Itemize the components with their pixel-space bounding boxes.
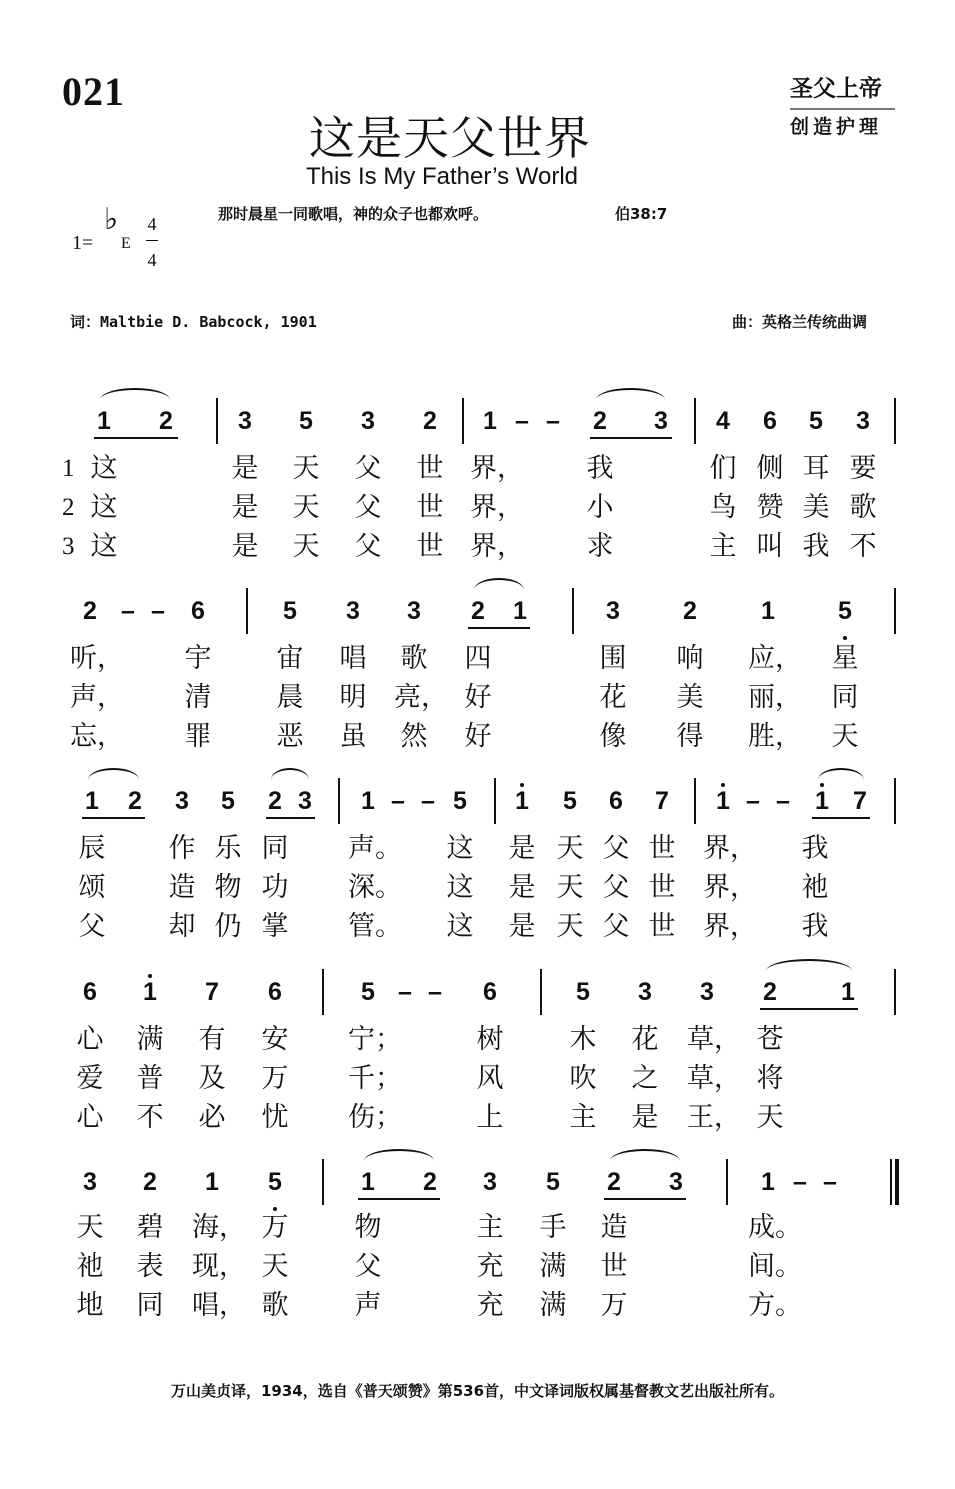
flat-sign-icon: ♭ <box>104 202 119 237</box>
key-note: E <box>121 235 131 252</box>
lyric-syllable: 然 <box>400 721 428 752</box>
lyric-syllable: 及 <box>198 1063 226 1094</box>
eighth-note-underline <box>82 817 145 819</box>
barline <box>894 778 896 824</box>
lyric-syllable: 这 <box>446 872 474 903</box>
jianpu-note: – <box>398 978 412 1006</box>
lyric-syllable: 宇 <box>184 643 212 674</box>
lyric-syllable: 充 <box>476 1290 504 1321</box>
lyric-syllable: 万 <box>261 1212 289 1243</box>
lyric-syllable: 辰 <box>78 833 106 864</box>
slur-mark <box>88 768 139 792</box>
lyric-syllable: 世 <box>416 453 444 484</box>
jianpu-note: 5 <box>299 407 313 435</box>
hymn-number: 021 <box>62 69 125 114</box>
lyric-syllable: 世 <box>648 911 676 942</box>
jianpu-note: 5 <box>809 407 823 435</box>
lyric-syllable: 手 <box>539 1212 567 1243</box>
lyric-syllable: 声 <box>354 1290 382 1321</box>
lyric-syllable: 世 <box>416 492 444 523</box>
lyric-syllable: 界， <box>703 833 757 864</box>
lyric-syllable: 花 <box>631 1024 659 1055</box>
lyric-syllable: 应， <box>748 643 802 674</box>
lyric-syllable: 亮， <box>394 682 448 713</box>
lyric-syllable: 这 <box>90 492 118 523</box>
lyric-syllable: 天 <box>556 911 584 942</box>
lyric-syllable: 吹 <box>569 1063 597 1094</box>
lyric-syllable: 好 <box>464 721 492 752</box>
jianpu-note: 1 <box>205 1168 219 1196</box>
jianpu-note: 1 <box>361 1168 375 1196</box>
lyric-syllable: 却 <box>168 911 196 942</box>
jianpu-note: 5 <box>283 597 297 625</box>
title-english: This Is My Father’s World <box>305 163 579 190</box>
jianpu-note: 3 <box>483 1168 497 1196</box>
lyric-syllable: 响 <box>676 643 704 674</box>
lyric-syllable: 世 <box>648 833 676 864</box>
lyric-syllable: 是 <box>508 911 536 942</box>
lyric-syllable: 千； <box>348 1063 402 1094</box>
jianpu-note: 7 <box>655 787 669 815</box>
slur-mark <box>596 388 665 412</box>
lyric-syllable: 忧 <box>261 1102 289 1133</box>
jianpu-note: 3 <box>654 407 668 435</box>
high-octave-dot <box>721 783 725 787</box>
lyric-syllable: 声。 <box>348 833 402 864</box>
jianpu-note: – <box>746 787 760 815</box>
lyric-syllable: 清 <box>184 682 212 713</box>
lyric-syllable: 满 <box>136 1024 164 1055</box>
lyric-syllable: 草， <box>687 1063 741 1094</box>
high-octave-dot <box>148 974 152 978</box>
jianpu-note: 5 <box>576 978 590 1006</box>
jianpu-note: 1 <box>513 597 527 625</box>
jianpu-note: 3 <box>606 597 620 625</box>
barline <box>894 588 896 634</box>
jianpu-note: 2 <box>763 978 777 1006</box>
lyric-syllable: 树 <box>476 1024 504 1055</box>
key-prefix: 1= <box>72 232 94 254</box>
jianpu-note: 2 <box>423 407 437 435</box>
lyric-syllable: 晨 <box>276 682 304 713</box>
lyric-syllable: 胜， <box>748 721 802 752</box>
jianpu-note: 2 <box>593 407 607 435</box>
barline <box>338 778 340 824</box>
slur-mark <box>474 578 524 602</box>
slur-mark <box>818 768 864 792</box>
jianpu-note: 7 <box>205 978 219 1006</box>
lyric-syllable: 方。 <box>748 1290 802 1321</box>
slur-mark <box>364 1149 434 1173</box>
lyric-syllable: 是 <box>231 492 259 523</box>
jianpu-note: 3 <box>238 407 252 435</box>
category-label: 圣父上帝 <box>790 70 895 110</box>
lyric-syllable: 唱， <box>192 1290 246 1321</box>
barline <box>322 1159 324 1205</box>
high-octave-dot <box>520 783 524 787</box>
lyric-syllable: 求 <box>586 531 614 562</box>
eighth-note-underline <box>590 437 672 439</box>
lyric-syllable: 侧 <box>756 453 784 484</box>
jianpu-note: 5 <box>453 787 467 815</box>
barline <box>726 1159 728 1205</box>
lyric-syllable: 天 <box>76 1212 104 1243</box>
lyric-syllable: 界， <box>470 453 524 484</box>
lyric-syllable: 祂 <box>76 1251 104 1282</box>
lyric-syllable: 不 <box>849 531 877 562</box>
jianpu-note: 3 <box>346 597 360 625</box>
eighth-note-underline <box>760 1008 858 1010</box>
jianpu-note: 1 <box>515 787 529 815</box>
lyric-syllable: 我 <box>802 531 830 562</box>
jianpu-note: – <box>428 978 442 1006</box>
jianpu-note: – <box>391 787 405 815</box>
jianpu-note: 2 <box>159 407 173 435</box>
lyric-syllable: 美 <box>802 492 830 523</box>
jianpu-note: 6 <box>268 978 282 1006</box>
lyric-syllable: 是 <box>231 453 259 484</box>
lyric-syllable: 歌 <box>261 1290 289 1321</box>
lyric-syllable: 成。 <box>748 1212 802 1243</box>
lyric-syllable: 得 <box>676 721 704 752</box>
lyric-syllable: 父 <box>354 492 382 523</box>
lyric-syllable: 万 <box>600 1290 628 1321</box>
barline <box>494 778 496 824</box>
time-signature-top: 4 <box>147 214 157 234</box>
jianpu-note: 6 <box>83 978 97 1006</box>
lyric-syllable: 父 <box>602 911 630 942</box>
barline <box>322 969 324 1015</box>
jianpu-note: 6 <box>191 597 205 625</box>
lyric-syllable: 好 <box>464 682 492 713</box>
lyric-syllable: 不 <box>136 1102 164 1133</box>
lyric-syllable: 父 <box>602 872 630 903</box>
jianpu-note: 3 <box>407 597 421 625</box>
jianpu-note: 1 <box>761 1168 775 1196</box>
jianpu-note: – <box>121 597 135 625</box>
jianpu-note: 2 <box>128 787 142 815</box>
lyric-syllable: 忘， <box>70 721 124 752</box>
lyric-syllable: 天 <box>756 1102 784 1133</box>
verse-number: 3 <box>62 533 75 560</box>
jianpu-note: 3 <box>669 1168 683 1196</box>
jianpu-note: 7 <box>853 787 867 815</box>
lyric-syllable: 这 <box>90 453 118 484</box>
lyric-syllable: 我 <box>801 911 829 942</box>
lyric-syllable: 歌 <box>849 492 877 523</box>
lyric-syllable: 管。 <box>348 911 402 942</box>
lyric-syllable: 万 <box>261 1063 289 1094</box>
low-octave-dot <box>843 636 847 640</box>
jianpu-note: 5 <box>563 787 577 815</box>
lyric-syllable: 父 <box>602 833 630 864</box>
slur-mark <box>610 1149 680 1173</box>
lyric-syllable: 祂 <box>801 872 829 903</box>
final-barline-thin <box>890 1159 892 1205</box>
lyric-syllable: 界， <box>703 872 757 903</box>
lyric-syllable: 碧 <box>136 1212 164 1243</box>
lyric-syllable: 是 <box>231 531 259 562</box>
lyric-syllable: 鸟 <box>709 492 737 523</box>
lyric-syllable: 美 <box>676 682 704 713</box>
jianpu-note: 5 <box>361 978 375 1006</box>
lyric-syllable: 深。 <box>348 872 402 903</box>
lyric-syllable: 歌 <box>400 643 428 674</box>
lyric-syllable: 心 <box>76 1102 104 1133</box>
jianpu-note: – <box>151 597 165 625</box>
lyric-syllable: 海， <box>192 1212 246 1243</box>
lyric-syllable: 王， <box>687 1102 741 1133</box>
lyric-syllable: 宙 <box>276 643 304 674</box>
lyric-syllable: 乐 <box>214 833 242 864</box>
jianpu-note: 1 <box>97 407 111 435</box>
lyric-syllable: 小 <box>586 492 614 523</box>
lyric-syllable: 这 <box>446 833 474 864</box>
lyric-syllable: 木 <box>569 1024 597 1055</box>
jianpu-note: 1 <box>361 787 375 815</box>
jianpu-note: 5 <box>546 1168 560 1196</box>
jianpu-note: 3 <box>700 978 714 1006</box>
jianpu-note: 3 <box>175 787 189 815</box>
lyric-syllable: 这 <box>90 531 118 562</box>
verse-number: 2 <box>62 494 75 521</box>
barline <box>572 588 574 634</box>
jianpu-note: 2 <box>268 787 282 815</box>
barline <box>694 398 696 444</box>
jianpu-note: 3 <box>298 787 312 815</box>
jianpu-note: 1 <box>716 787 730 815</box>
lyric-syllable: 界， <box>470 531 524 562</box>
lyric-syllable: 造 <box>168 872 196 903</box>
jianpu-note: 6 <box>763 407 777 435</box>
lyric-syllable: 同 <box>831 682 859 713</box>
lyric-syllable: 听， <box>70 643 124 674</box>
lyric-syllable: 同 <box>261 833 289 864</box>
lyric-syllable: 世 <box>416 531 444 562</box>
lyric-syllable: 父 <box>78 911 106 942</box>
jianpu-note: 1 <box>143 978 157 1006</box>
lyric-syllable: 天 <box>261 1251 289 1282</box>
final-barline-thick <box>895 1159 899 1205</box>
jianpu-note: – <box>421 787 435 815</box>
jianpu-note: – <box>776 787 790 815</box>
slur-mark <box>766 959 852 983</box>
lyric-syllable: 天 <box>292 453 320 484</box>
lyric-syllable: 心 <box>76 1024 104 1055</box>
scripture-verse: 那时晨星一同歌唱，神的众子也都欢呼。 <box>218 205 489 223</box>
lyric-syllable: 明 <box>339 682 367 713</box>
barline <box>694 778 696 824</box>
lyric-syllable: 现， <box>192 1251 246 1282</box>
lyric-syllable: 草， <box>687 1024 741 1055</box>
lyric-syllable: 造 <box>600 1212 628 1243</box>
high-octave-dot <box>820 783 824 787</box>
lyric-syllable: 是 <box>508 872 536 903</box>
subcategory-label: 创造护理 <box>790 116 883 138</box>
jianpu-note: 1 <box>841 978 855 1006</box>
lyric-syllable: 主 <box>476 1212 504 1243</box>
eighth-note-underline <box>358 1198 440 1200</box>
lyric-syllable: 掌 <box>261 911 289 942</box>
lyric-syllable: 父 <box>354 1251 382 1282</box>
lyric-syllable: 苍 <box>756 1024 784 1055</box>
lyric-syllable: 作 <box>168 833 196 864</box>
lyric-syllable: 这 <box>446 911 474 942</box>
jianpu-note: 3 <box>856 407 870 435</box>
eighth-note-underline <box>94 437 178 439</box>
lyric-syllable: 爱 <box>76 1063 104 1094</box>
lyricist-credit: 词：Maltbie D. Babcock, 1901 <box>70 313 317 331</box>
barline <box>894 969 896 1015</box>
lyric-syllable: 赞 <box>756 492 784 523</box>
jianpu-note: 2 <box>143 1168 157 1196</box>
barline <box>216 398 218 444</box>
lyric-syllable: 丽， <box>748 682 802 713</box>
jianpu-note: 1 <box>761 597 775 625</box>
lyric-syllable: 叫 <box>756 531 784 562</box>
lyric-syllable: 世 <box>648 872 676 903</box>
lyric-syllable: 地 <box>76 1290 104 1321</box>
jianpu-note: 3 <box>361 407 375 435</box>
lyric-syllable: 满 <box>539 1290 567 1321</box>
jianpu-note: – <box>515 407 529 435</box>
lyric-syllable: 上 <box>476 1102 504 1133</box>
lyric-syllable: 父 <box>354 453 382 484</box>
jianpu-note: 4 <box>716 407 730 435</box>
time-signature-divider <box>146 240 158 241</box>
lyric-syllable: 功 <box>261 872 289 903</box>
jianpu-note: – <box>793 1168 807 1196</box>
lyric-syllable: 主 <box>569 1102 597 1133</box>
jianpu-note: 3 <box>83 1168 97 1196</box>
lyric-syllable: 像 <box>599 721 627 752</box>
lyric-syllable: 宁； <box>348 1024 402 1055</box>
lyric-syllable: 是 <box>631 1102 659 1133</box>
jianpu-note: – <box>546 407 560 435</box>
lyric-syllable: 风 <box>476 1063 504 1094</box>
barline <box>462 398 464 444</box>
barline <box>894 398 896 444</box>
jianpu-note: 2 <box>83 597 97 625</box>
jianpu-note: 6 <box>483 978 497 1006</box>
lyric-syllable: 罪 <box>184 721 212 752</box>
jianpu-note: 5 <box>838 597 852 625</box>
lyric-syllable: 是 <box>508 833 536 864</box>
barline <box>540 969 542 1015</box>
lyric-syllable: 天 <box>831 721 859 752</box>
eighth-note-underline <box>604 1198 686 1200</box>
lyric-syllable: 界， <box>703 911 757 942</box>
lyric-syllable: 满 <box>539 1251 567 1282</box>
lyric-syllable: 世 <box>600 1251 628 1282</box>
barline <box>246 588 248 634</box>
jianpu-note: 5 <box>268 1168 282 1196</box>
jianpu-note: 1 <box>85 787 99 815</box>
lyric-syllable: 物 <box>354 1212 382 1243</box>
time-signature-bottom: 4 <box>147 250 157 270</box>
lyric-syllable: 声， <box>70 682 124 713</box>
lyric-syllable: 之 <box>631 1063 659 1094</box>
jianpu-note: – <box>823 1168 837 1196</box>
lyric-syllable: 表 <box>136 1251 164 1282</box>
slur-mark <box>100 388 170 412</box>
lyric-syllable: 天 <box>292 492 320 523</box>
lyric-syllable: 间。 <box>748 1251 802 1282</box>
jianpu-note: 2 <box>471 597 485 625</box>
lyric-syllable: 们 <box>709 453 737 484</box>
lyric-syllable: 我 <box>586 453 614 484</box>
jianpu-note: 6 <box>609 787 623 815</box>
lyric-syllable: 星 <box>831 643 859 674</box>
jianpu-note: 2 <box>683 597 697 625</box>
lyric-syllable: 界， <box>470 492 524 523</box>
lyric-syllable: 仍 <box>214 911 242 942</box>
lyric-syllable: 天 <box>556 833 584 864</box>
scripture-reference: 伯38:7 <box>615 205 668 223</box>
lyric-syllable: 充 <box>476 1251 504 1282</box>
lyric-syllable: 将 <box>756 1063 784 1094</box>
lyric-syllable: 伤； <box>348 1102 402 1133</box>
lyric-syllable: 有 <box>198 1024 226 1055</box>
lyric-syllable: 花 <box>599 682 627 713</box>
lyric-syllable: 物 <box>214 872 242 903</box>
verse-number: 1 <box>62 455 75 482</box>
jianpu-note: 2 <box>607 1168 621 1196</box>
lyric-syllable: 主 <box>709 531 737 562</box>
copyright-footer: 万山美贞译，1934，选自《普天颂赞》第536首，中文译词版权属基督教文艺出版社所有。 <box>170 1382 785 1400</box>
lyric-syllable: 同 <box>136 1290 164 1321</box>
lyric-syllable: 父 <box>354 531 382 562</box>
jianpu-note: 1 <box>815 787 829 815</box>
jianpu-note: 3 <box>638 978 652 1006</box>
jianpu-note: 1 <box>483 407 497 435</box>
lyric-syllable: 我 <box>801 833 829 864</box>
lyric-syllable: 必 <box>198 1102 226 1133</box>
lyric-syllable: 颂 <box>78 872 106 903</box>
lyric-syllable: 安 <box>261 1024 289 1055</box>
eighth-note-underline <box>468 627 530 629</box>
lyric-syllable: 四 <box>464 643 492 674</box>
lyric-syllable: 围 <box>599 643 627 674</box>
jianpu-note: 2 <box>423 1168 437 1196</box>
slur-mark <box>271 768 309 792</box>
eighth-note-underline <box>266 817 315 819</box>
composer-credit: 曲：英格兰传统曲调 <box>732 313 868 331</box>
lyric-syllable: 普 <box>136 1063 164 1094</box>
lyric-syllable: 天 <box>556 872 584 903</box>
eighth-note-underline <box>812 817 870 819</box>
title-chinese: 这是天父世界 <box>309 111 591 165</box>
jianpu-note: 5 <box>221 787 235 815</box>
lyric-syllable: 唱 <box>339 643 367 674</box>
lyric-syllable: 虽 <box>339 721 367 752</box>
lyric-syllable: 耳 <box>802 453 830 484</box>
lyric-syllable: 要 <box>849 453 877 484</box>
lyric-syllable: 天 <box>292 531 320 562</box>
lyric-syllable: 恶 <box>276 721 304 752</box>
